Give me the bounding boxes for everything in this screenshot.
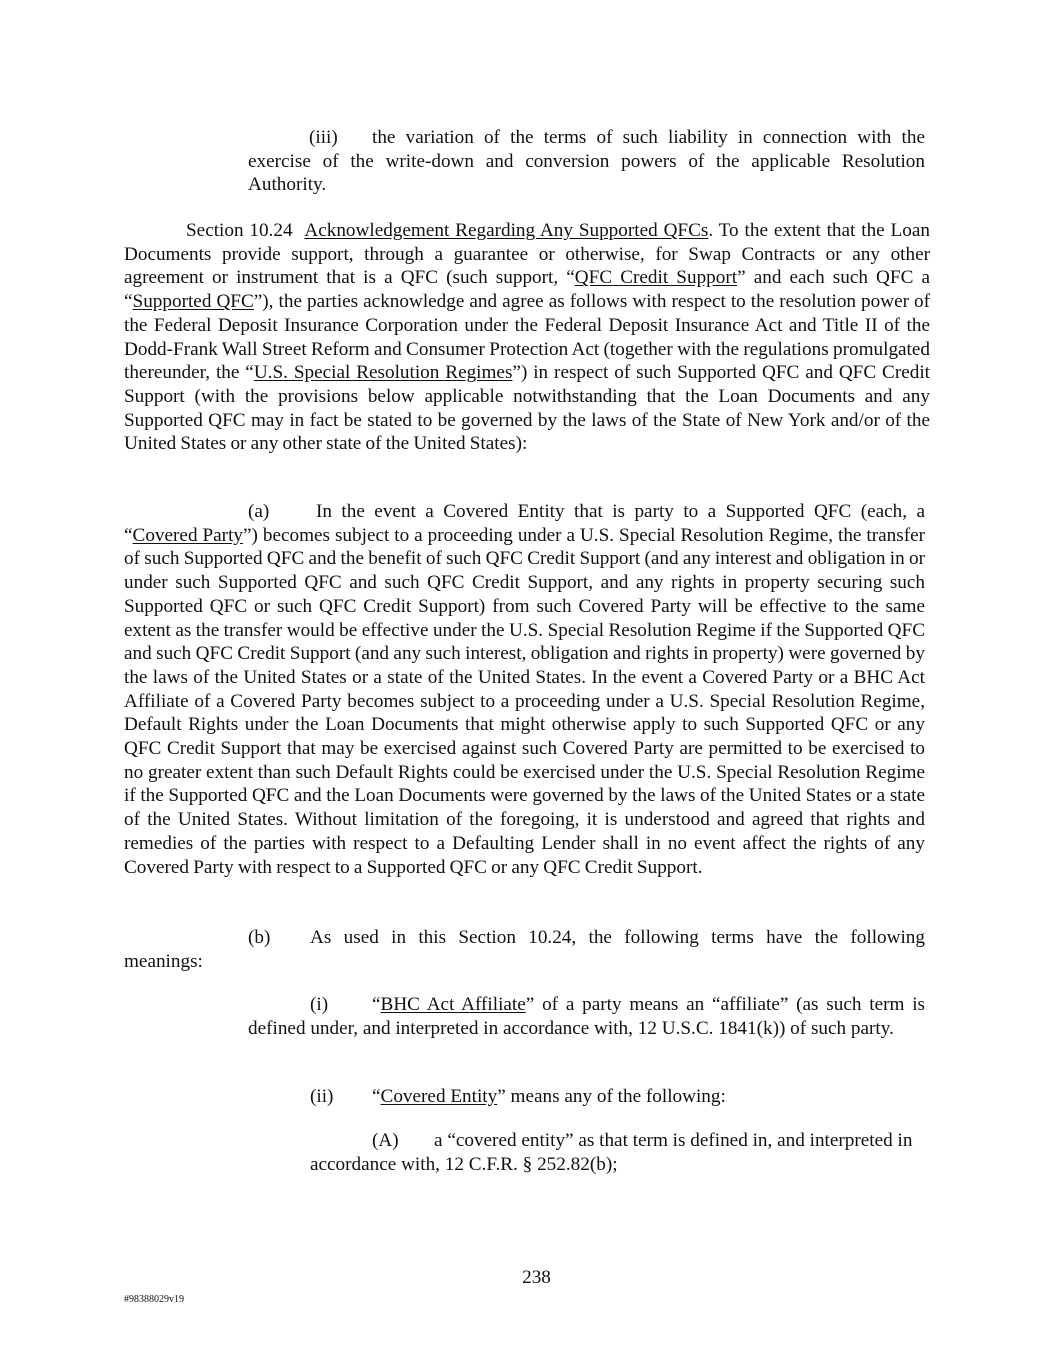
clause-A-text: a “covered entity” as that term is defined in, and interpreted in accordance with, 12 C.F.R. § 252.82(b); bbox=[310, 1130, 913, 1175]
clause-A-label: (A) bbox=[372, 1130, 399, 1151]
section-text-1: . To the extent that the Loan Documents provide support, through a guarantee or otherwise, for Swap Contracts or any other agreement or instrument that is a QFC (such support, “ bbox=[124, 220, 930, 289]
clause-ii-open-quote: “ bbox=[372, 1086, 381, 1107]
term-covered-party: Covered Party bbox=[132, 524, 243, 546]
section-10-24 bbox=[124, 219, 930, 456]
clause-iii-text: the variation of the terms of such liability in connection with the exercise of the write-down and conversion powers of the applicable Resolution Authority. bbox=[248, 127, 925, 196]
section-number: Section 10.24 bbox=[186, 220, 293, 241]
page-number: 238 bbox=[522, 1267, 551, 1288]
clause-b-label: (b) bbox=[248, 927, 271, 948]
term-supported-qfc: Supported QFC bbox=[132, 291, 254, 313]
clause-iii-label: (iii) bbox=[309, 127, 338, 148]
clause-b bbox=[124, 926, 925, 973]
clause-b-text: As used in this Section 10.24, the following terms have the following meanings: bbox=[124, 927, 925, 972]
clause-ii bbox=[248, 1085, 925, 1109]
clause-i-text: ” of a party means an “affiliate” (as such term is defined under, and interpreted in accordance with, 12 U.S.C. 1841(k)) of such party. bbox=[248, 994, 925, 1039]
clause-ii-text: ” means any of the following: bbox=[497, 1086, 726, 1107]
clause-a bbox=[124, 500, 925, 879]
clause-i-label: (i) bbox=[310, 994, 329, 1015]
section-text-3: ”), the parties acknowledge and agree as follows with respect to the resolution power of the Federal Deposit Insurance Corporation under the Federal Deposit Insurance Act and Title II of the Dodd-Frank Wall Street Reform and Consumer Protection Act (together with the regulations promulgated thereunder, the “ bbox=[124, 291, 931, 384]
section-heading: Acknowledgement Regarding Any Supported QFCs bbox=[304, 220, 709, 241]
clause-i bbox=[248, 993, 925, 1040]
clause-A bbox=[310, 1129, 932, 1176]
clause-iii bbox=[248, 126, 925, 197]
term-us-special-resolution-regimes: U.S. Special Resolution Regimes bbox=[253, 362, 513, 384]
clause-i-open-quote: “ bbox=[372, 994, 381, 1015]
clause-a-text-2: ”) becomes subject to a proceeding under a U.S. Special Resolution Regime, the transfer of such Supported QFC and the benefit of such QFC Credit Support (and any interest and obligation in or under such Supported QFC and such QFC Credit Support, and any rights in property securing such Supported QFC or such QFC Credit Support) from such Covered Party will be effective to the same extent as the transfer would be effective under the U.S. Special Resolution Regime if the Supported QFC and such QFC Credit Support (and any such interest, obligation and rights in property) were governed by the laws of the United States or a state of the United States. In the event a Covered Party or a BHC Act Affiliate of a Covered Party becomes subject to a proceeding under a U.S. Special Resolution Regime, Default Rights under the Loan Documents that might otherwise apply to such Supported QFC or any QFC Credit Support that may be exercised against such Covered Party are permitted to be exercised to no greater extent than such Default Rights could be exercised under the U.S. Special Resolution Regime if the Supported QFC and the Loan Documents were governed by the laws of the United States or a state of the United States. Without limitation of the foregoing, it is understood and agreed that rights and remedies of the parties with respect to a Defaulting Lender shall in no event affect the rights of any Covered Party with respect to a Supported QFC or any QFC Credit Support. bbox=[124, 524, 925, 878]
term-bhc-act-affiliate: BHC Act Affiliate bbox=[380, 994, 526, 1015]
document-id: #98388029v19 bbox=[124, 1294, 184, 1305]
section-text-4: ”) in respect of such Supported QFC and QFC Credit Support (with the provisions below applicable notwithstanding that the Loan Documents and any Supported QFC may in fact be stated to be governed by the laws of the State of New York and/or of the United States or any other state of the United States): bbox=[124, 362, 931, 455]
term-covered-entity: Covered Entity bbox=[380, 1086, 498, 1107]
clause-ii-label: (ii) bbox=[310, 1086, 334, 1107]
clause-a-text-1: In the event a Covered Entity that is party to a Supported QFC (each, a “ bbox=[124, 501, 925, 546]
term-qfc-credit-support: QFC Credit Support bbox=[574, 267, 738, 289]
clause-a-label: (a) bbox=[248, 501, 270, 522]
section-text-2: ” and each such QFC a “ bbox=[124, 267, 930, 313]
